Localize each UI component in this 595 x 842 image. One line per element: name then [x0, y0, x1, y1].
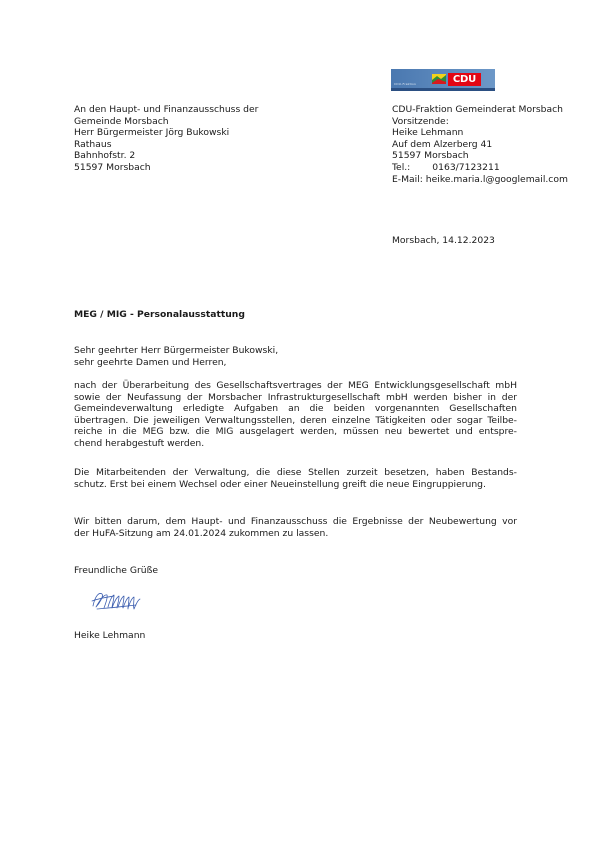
paragraph-line: Wir bitten darum, dem Haupt- und Finanzausschuss die Ergebnisse der Neubewertung vor [74, 516, 517, 527]
recipient-line: Herr Bürgermeister Jörg Bukowski [74, 127, 230, 139]
sender-block [392, 104, 568, 185]
signature-name: Heike Lehmann [74, 630, 146, 641]
logo-small-text: CDU-Fraktion [394, 82, 417, 86]
signature-image [90, 588, 142, 612]
salutation-line: sehr geehrte Damen und Herren, [74, 356, 227, 368]
salutation-line: Sehr geehrter Herr Bürgermeister Bukowski, [74, 345, 279, 356]
paragraph-line: sowie der Neufassung der Morsbacher Infrastrukturgesellschaft mbH werden bisher in der [74, 391, 517, 403]
recipient-line: Bahnhofstr. 2 [74, 150, 136, 162]
sender-line: CDU-Fraktion Gemeinderat Morsbach [392, 104, 564, 115]
sender-line: 51597 Morsbach [392, 150, 469, 162]
recipient-line: Rathaus [74, 138, 112, 150]
letter-subject: MEG / MIG - Personalausstattung [74, 309, 245, 320]
phone-number: 0163/7123211 [432, 161, 500, 173]
logo-strip [391, 88, 495, 91]
sender-phone [392, 162, 568, 174]
recipient-line: Gemeinde Morsbach [74, 115, 169, 127]
salutation [74, 345, 278, 368]
recipient-line: 51597 Morsbach [74, 161, 151, 173]
paragraph-line: Die Mitarbeitenden der Verwaltung, die diese Stellen zurzeit besetzen, haben Bestands- [74, 467, 517, 478]
body-paragraph-3 [74, 516, 517, 539]
paragraph-line: nach der Überarbeitung des Gesellschaftsvertrages der MEG Entwicklungsgesellschaft mbH [74, 380, 517, 391]
paragraph-line: übertragen. Die jeweiligen Verwaltungsstellen, deren einzelne Tätigkeiten oder sogar Teilbe- [74, 414, 517, 426]
phone-label: Tel.: [392, 161, 411, 173]
sender-line: Auf dem Alzerberg 41 [392, 138, 493, 150]
closing: Freundliche Grüße [74, 565, 159, 576]
sender-line: Heike Lehmann [392, 127, 464, 139]
cdu-logo [391, 69, 495, 91]
sender-email: E-Mail: heike.maria.l@googlemail.com [392, 173, 568, 185]
sender-line: Vorsitzende: [392, 115, 449, 127]
paragraph-line: reiche in die MEG bzw. die MIG ausgelagert werden, müssen neu bewertet und entspre- [74, 426, 517, 438]
paragraph-line: schutz. Erst bei einem Wechsel oder einer Neueinstellung greift die neue Eingruppierung. [74, 478, 486, 490]
recipient-address [74, 104, 258, 174]
body-paragraph-2 [74, 467, 517, 490]
letter-date: Morsbach, 14.12.2023 [392, 235, 495, 246]
paragraph-line: Gemeindeverwaltung erledigte Aufgaben an die beiden vorgenannten Gesellschaften [74, 403, 517, 415]
logo-cdu-wordmark: CDU [448, 73, 481, 86]
paragraph-line: der HuFA-Sitzung am 24.01.2024 zukommen zu lassen. [74, 527, 329, 539]
flag-icon [432, 74, 446, 84]
paragraph-line: chend herabgestuft werden. [74, 437, 205, 449]
recipient-line: An den Haupt- und Finanzausschuss der [74, 104, 259, 115]
body-paragraph-1 [74, 380, 517, 450]
